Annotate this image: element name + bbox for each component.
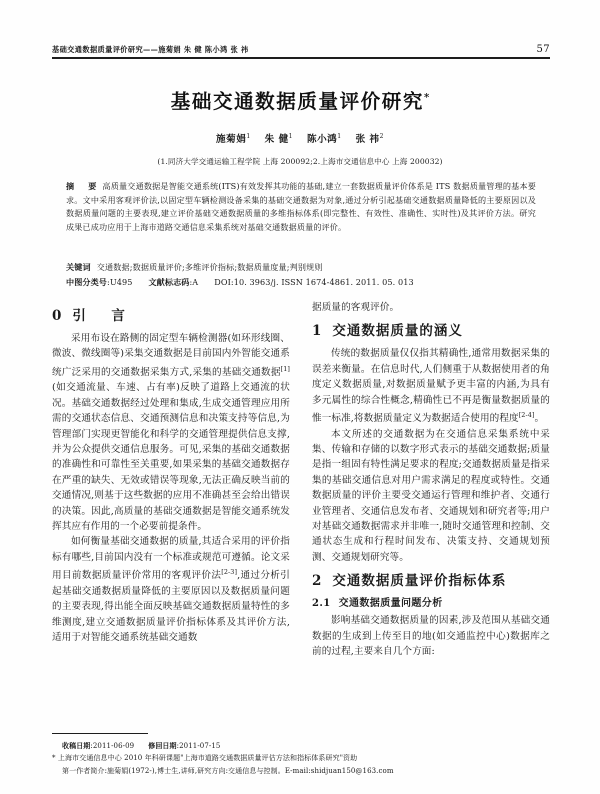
author-name: 张 祎 bbox=[355, 134, 380, 145]
revised-value: 2011-07-15 bbox=[179, 742, 221, 750]
doi-value: 10. 3963/j. ISSN 1674-4861. 2011. 05. 013 bbox=[233, 277, 414, 287]
doccode-segment: 文献标志码:A bbox=[148, 277, 199, 287]
section-number: 2 bbox=[312, 573, 323, 590]
author-name: 朱 健 bbox=[264, 134, 289, 145]
doccode-label: 文献标志码 bbox=[148, 277, 190, 287]
abstract-text: 高质量交通数据是智能交通系统(ITS)有效发挥其功能的基础,建立一套数据质量评价体系是 ITS 数据质量管理的基本要求。文中采用客观评价法,以固定型车辆检测设备采集的基础交通数据为对象,通过分析引起基础交通数据质量降低的主要原因以及数据质量问题的主要表现,建立评价基础交通数据质量的多维指标体系(即完整性、有效性、准确性、实时性)及其评价方法。研究成果已成功应用于上海市道路交通信息采集系统对基础交通数据质量的评价。 bbox=[66, 181, 536, 232]
author-list bbox=[0, 131, 600, 145]
section-number: 0 bbox=[52, 308, 63, 324]
paragraph-text-cont: (如交通流量、车速、占有率)反映了道路上交通流的状况。基础交通数据经过处理和集成,生成交通管理应用所需的交通状态信息、交通预测信息和决策支持等信息,为管理部门实现更智能化和科学的交通管理提供信息支撑,并为公众提供交通信息服务。可见,采集的基础交通数据的准确性和可靠性至关重要,如果采集的基础交通数据存在严重的缺失、无效或错误等现象,无法正确反映当前的交通情况,则基于这些数据的应用不准确甚至会给出错误的决策。因此,高质量的基础交通数据是智能交通系统发挥其应有作用的一个必要前提条件。 bbox=[52, 382, 290, 533]
paragraph-text: 采用布设在路侧的固定型车辆检测器(如环形线圈、微波、微线圈等)采集交通数据是目前国内外智能交通系统广泛采用的交通数据采集方式,采集的基础交通数据 bbox=[52, 333, 290, 378]
received-label: 收稿日期 bbox=[62, 741, 91, 750]
footnote-rule bbox=[52, 733, 148, 734]
clc-label: 中图分类号 bbox=[66, 277, 107, 287]
author-name: 施菊娟 bbox=[216, 134, 247, 145]
footnotes-block bbox=[52, 740, 550, 777]
section-title: 交通数据质量评价指标体系 bbox=[332, 573, 507, 590]
right-column bbox=[312, 300, 550, 720]
running-head bbox=[52, 44, 550, 55]
author-item bbox=[216, 134, 251, 145]
doi-segment: DOI:10. 3963/j. ISSN 1674-4861. 2011. 05. 013 bbox=[214, 277, 414, 287]
author-affil-marker: 1 bbox=[246, 132, 251, 140]
subsection-title: 交通数据质量问题分析 bbox=[338, 598, 443, 610]
paragraph bbox=[312, 346, 550, 426]
doi-label: DOI bbox=[214, 277, 231, 287]
section-title: 引 言 bbox=[72, 308, 131, 324]
article-title: 基础交通数据质量评价研究 bbox=[170, 90, 424, 113]
keywords-text: 交通数据;数据质量评价;多维评价指标;数据质量度量;判别规则 bbox=[96, 262, 323, 272]
section-heading-2 bbox=[312, 571, 550, 591]
section-heading-1 bbox=[312, 321, 550, 341]
citation-ref: [1] bbox=[280, 364, 290, 373]
left-column bbox=[52, 300, 290, 720]
author-item bbox=[265, 134, 293, 145]
clc-segment: 中图分类号:U495 bbox=[66, 277, 133, 287]
paragraph bbox=[52, 534, 290, 645]
footnote-funding: * 上海市交通信息中心 2010 年科研课题"上海市道路交通数据质量评估方法和指标体系研究"资助 bbox=[52, 754, 358, 763]
paragraph: 影响基础交通数据质量的因素,涉及范围从基础交通数据的生成到上传至目的地(如交通监控中心)数据库之前的过程,主要来自几个方面: bbox=[312, 615, 550, 658]
citation-ref: [2-4] bbox=[518, 411, 535, 420]
footnote-author-bio: 第一作者简介:施菊娟(1972-),博士生,讲师,研究方向:交通信息与控制。E-mail:shidjuan150@163.com bbox=[62, 766, 394, 775]
clc-value: U495 bbox=[109, 277, 133, 287]
author-affil-marker: 1 bbox=[288, 132, 293, 140]
section-number: 1 bbox=[312, 323, 323, 340]
paragraph-text: 传统的数据质量仅仅指其精确性,通常用数据采集的误差来衡量。在信息时代,人们侧重于从数据使用者的角度定义数据质量,对数据质量赋予更丰富的内涵,为具有多元属性的综合性概念,精确性已不再是衡量数据质量的惟一标准,将数据质量定义为数据适合使用的程度 bbox=[312, 348, 550, 425]
author-name: 陈小鸿 bbox=[307, 134, 338, 145]
paragraph-text: 如何衡量基础交通数据的质量,其适合采用的评价指标有哪些,目前国内没有一个标准或规范可遵循。论文采用目前数据质量评价常用的客观评价法 bbox=[52, 536, 290, 582]
citation-ref: [2-3] bbox=[221, 568, 238, 577]
paragraph bbox=[52, 331, 290, 534]
author-affil-marker: 2 bbox=[379, 132, 384, 140]
paragraph-continued: 据质量的客观评价。 bbox=[312, 302, 400, 313]
keywords-block bbox=[66, 262, 536, 273]
affiliation: (1.同济大学交通运输工程学院 上海 200092;2.上海市交通信息中心 上海 200032) bbox=[157, 157, 443, 166]
section-title: 交通数据质量的涵义 bbox=[332, 323, 463, 340]
keywords-label: 关键词 bbox=[66, 262, 91, 272]
doccode-value: A bbox=[192, 277, 199, 287]
classification-line bbox=[66, 277, 536, 288]
body-columns bbox=[52, 300, 550, 720]
page-title bbox=[0, 86, 600, 114]
subsection-number: 2.1 bbox=[312, 598, 331, 610]
abstract-label: 摘 要 bbox=[66, 181, 100, 191]
subsection-heading-2-1 bbox=[312, 596, 550, 611]
section-heading-0 bbox=[52, 306, 290, 326]
paragraph-text-cont: ,通过分析引起基础交通数据质量降低的主要原因以及数据质量问题的主要表现,得出能全面反映基础交通数据质量特性的多维测度,建立交通数据质量评价指标体系及其评价方法,适用于对智能交通系统基础交通数 bbox=[52, 570, 290, 644]
page-number: 57 bbox=[536, 44, 550, 55]
paragraph-text-cont: 。 bbox=[534, 413, 545, 425]
revised-label: 修回日期 bbox=[148, 741, 177, 750]
received-value: 2011-06-09 bbox=[92, 742, 135, 750]
running-head-title: 基础交通数据质量评价研究——施菊娟 朱 健 陈小鸿 张 祎 bbox=[52, 45, 249, 54]
author-item bbox=[356, 134, 384, 145]
author-item bbox=[307, 134, 342, 145]
footnote-dates: 收稿日期:2011-06-09 修回日期:2011-07-15 bbox=[62, 741, 221, 750]
header-rule bbox=[52, 57, 550, 59]
abstract-block bbox=[66, 180, 536, 234]
title-footnote-marker: * bbox=[423, 92, 430, 104]
author-affil-marker: 1 bbox=[337, 132, 342, 140]
paragraph: 本文所述的交通数据为在交通信息采集系统中采集、传输和存储的以数字形式表示的基础交通数据;质量是指一组固有特性满足要求的程度;交通数据质量是指采集的基础交通信息对用户需求满足的程度或特性。交通数据质量的评价主要受交通运行管理和维护者、交通行业管理者、交通信息发布者、交通规划和研究者等;用户对基础交通数据需求并非唯一,随时交通管理和控制、交通状态生成和行程时间发布、决策支持、交通规划预测、交通规划研究等。 bbox=[312, 428, 550, 563]
